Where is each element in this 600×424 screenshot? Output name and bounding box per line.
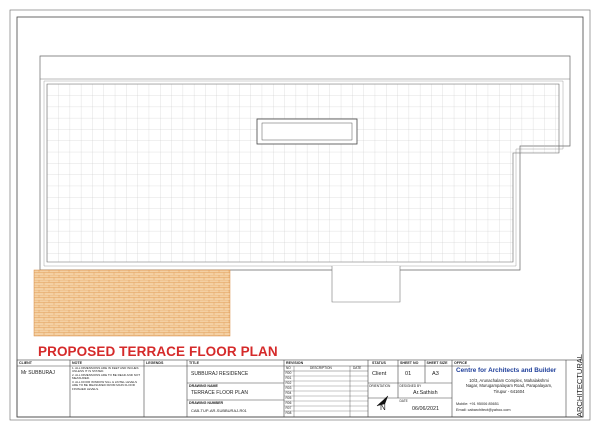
revision-row: R06 (285, 401, 292, 405)
brick-wall-hatch (34, 270, 230, 336)
sheet-no-value: 01 (405, 371, 412, 377)
revision-row: R03 (285, 386, 292, 390)
revision-row: R01 (285, 376, 292, 380)
note-item: 1. ALL DIMENSIONS ARE IN FEET AND INCHES UNLESS IT IS STATED. (72, 366, 139, 374)
firm-name: Centre for Architects and Builder (456, 367, 557, 374)
revision-col-description: DESCRIPTION (310, 366, 332, 370)
status-header: STATUS (372, 360, 386, 365)
revision-row: R05 (285, 396, 292, 400)
revision-col-date: DATE (353, 366, 362, 370)
designed-by-value: Ar.Sathish (413, 390, 438, 396)
revision-row: R00 (285, 371, 292, 375)
revision-row: R07 (285, 406, 292, 410)
terrace-floor (47, 84, 559, 262)
drawing-name-value: TERRACE FLOOR PLAN (191, 389, 248, 396)
revision-row: R08 (285, 411, 292, 415)
client-header: CLIENT (19, 360, 32, 365)
staircase-head (332, 266, 400, 302)
firm-email: Email: cabarchitect@yahoo.com (456, 407, 511, 412)
note-item: 2. ALL DIMENSIONS ARE TO BE READ AND NOT MEASURED. (72, 372, 141, 381)
sheet-no-header: SHEET NO (400, 360, 419, 365)
drawing-name-header: DRAWING NAME (189, 383, 218, 388)
drawing-number-header: DRAWING NUMBER (189, 400, 224, 405)
note-header: NOTE (72, 360, 82, 365)
discipline-label: ARCHITECTURAL (575, 354, 584, 417)
orientation-header: ORIENTATION (369, 383, 391, 388)
revision-header: REVISION (286, 360, 304, 365)
notes-list (72, 367, 142, 391)
designed-by-header: DESIGNED BY (399, 383, 422, 388)
status-value: Client (372, 371, 387, 377)
drawing-number-value: CAB-TUP-AR-SUBBURAJ-R01 (191, 408, 247, 413)
revision-row: R04 (285, 391, 292, 395)
address-line: 10/3, Arunachalam Complex, Mahalakshmi (469, 378, 549, 383)
north-label: N (380, 403, 386, 412)
date-header: DATE (399, 398, 408, 403)
firm-mobile: Mobile: +91 95006 85651 (456, 402, 499, 406)
address-line: Tirupur - 641604 (493, 388, 525, 394)
note-item: 3. ALL DOOR WINDOW SILL & LINTEL LEVELS ARE TO BE MEASURED FROM MAIN FLOOR FINISHED LEVELS. (72, 379, 138, 391)
client-value: Mr SUBBURAJ (21, 370, 55, 376)
revision-col-no: NO (286, 366, 291, 370)
plan-title: PROPOSED TERRACE FLOOR PLAN (38, 344, 278, 359)
terrace-plan (34, 56, 570, 336)
address-line: Nagar, Murugampalayam Road, Parapalayam, (465, 383, 553, 389)
title-value: SUBBURAJ RESIDENCE (191, 371, 249, 377)
sheet-size-header: SHEET SIZE (426, 360, 448, 365)
revision-row: R02 (285, 381, 292, 385)
office-header: OFFICE (454, 360, 468, 365)
date-value: 06/06/2021 (412, 406, 439, 412)
firm-address (454, 378, 564, 394)
sheet-size-value: A3 (432, 371, 439, 377)
title-header: TITLE (189, 360, 199, 365)
legends-header: LEGENDS (146, 360, 164, 365)
